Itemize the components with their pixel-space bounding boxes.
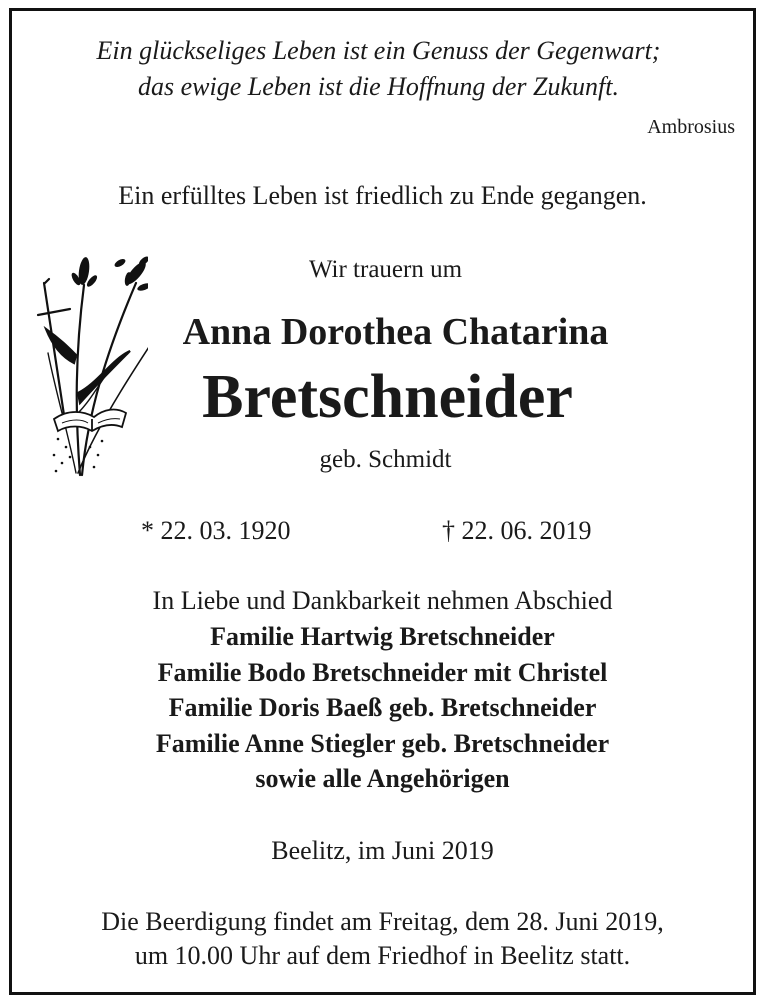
birth-date: * 22. 03. 1920 [141,516,291,545]
obituary-notice [9,8,756,995]
family-line: Familie Bodo Bretschneider mit Christel [157,657,608,687]
epigraph [12,33,753,105]
given-names: Anna Dorothea Chatarina [182,311,609,353]
family-line: Familie Anne Stiegler geb. Bretschneider [155,728,610,758]
funeral-info [12,905,753,973]
farewell-intro: In Liebe und Dankbarkeit nehmen Abschied [152,586,613,615]
place-date: Beelitz, im Juni 2019 [271,836,494,865]
surname: Bretschneider [202,363,573,431]
funeral-line-2: um 10.00 Uhr auf dem Friedhof in Beelitz statt. [134,941,631,970]
family-line: Familie Hartwig Bretschneider [210,622,555,651]
death-date: † 22. 06. 2019 [442,516,592,545]
family-list [12,619,753,797]
epigraph-line-2: das ewige Leben ist die Hoffnung der Zukunft. [138,72,619,101]
maiden-name: geb. Schmidt [319,446,452,473]
epigraph-author: Ambrosius [647,116,735,138]
epigraph-line-1: Ein glückseliges Leben ist ein Genuss der Gegenwart; [96,36,661,65]
family-line: Familie Doris Baeß geb. Bretschneider [168,693,597,722]
family-line: sowie alle Angehörigen [255,764,510,793]
funeral-line-1: Die Beerdigung findet am Freitag, dem 28. Juni 2019, [101,907,664,936]
mourning-line: Wir trauern um [308,256,463,283]
intro-text: Ein erfülltes Leben ist friedlich zu Ende gegangen. [118,181,647,210]
